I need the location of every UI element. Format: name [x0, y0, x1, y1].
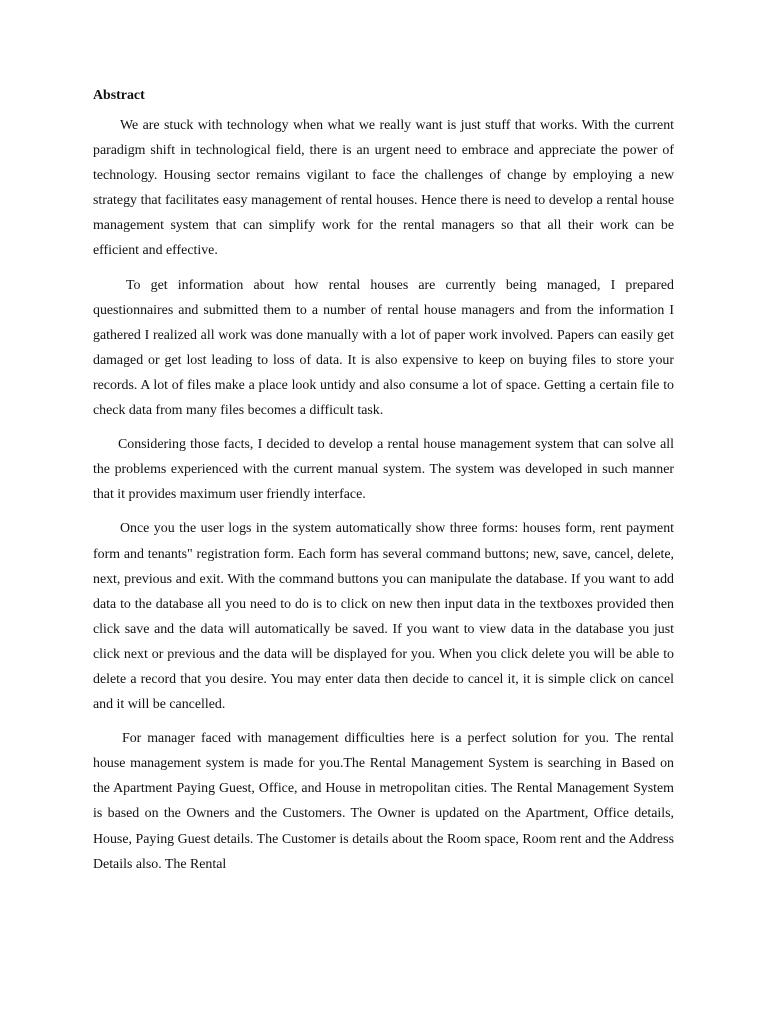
paragraph-intro: We are stuck with technology when what we really want is just stuff that works. With the current paradigm shift in technological field, there is an urgent need to embrace and appreciate the power of technology. Housing sector remains vigilant to face the challenges of change by employing a new strategy that facilitates easy management of rental houses. Hence there is need to develop a rental house management system that can simplify work for the rental managers so that all their work can be efficient and effective. [93, 118, 674, 259]
paragraph-solution: For manager faced with management difficulties here is a perfect solution for you. The rental house management system is made for you.The Rental Management System is searching in Based on the Apartment Paying Guest, Office, and House in metropolitan cities. The Rental Management System is based on the Owners and the Customers. The Owner is updated on the Apartment, Office details, House, Paying Guest details. The Customer is details about the Room space, Room rent and the Address Details also. The Rental [93, 731, 674, 872]
document-page [93, 86, 674, 886]
abstract-heading: Abstract [93, 88, 145, 103]
paragraph-usage: Once you the user logs in the system automatically show three forms: houses form, rent payment form and tenants" registration form. Each form has several command buttons; new, save, cancel, delete, next, previous and exit. With the command buttons you can manipulate the database. If you want to add data to the database all you need to do is to click on new then input data in the textboxes provided then click save and the data will automatically be saved. If you want to view data in the database you just click next or previous and the data will be displayed for you. When you click delete you will be able to delete a record that you desire. You may enter data then decide to cancel it, it is simple click on cancel and it will be cancelled. [93, 521, 674, 713]
paragraph-decision: Considering those facts, I decided to develop a rental house management system that can solve all the problems experienced with the current manual system. The system was developed in such manner that it provides maximum user friendly interface. [93, 437, 674, 503]
paragraph-research: To get information about how rental houses are currently being managed, I prepared questionnaires and submitted them to a number of rental house managers and from the information I gathered I realized all work was done manually with a lot of paper work involved. Papers can easily get damaged or get lost leading to loss of data. It is also expensive to keep on buying files to store your records. A lot of files make a place look untidy and also consume a lot of space. Getting a certain file to check data from many files becomes a difficult task. [93, 277, 674, 419]
